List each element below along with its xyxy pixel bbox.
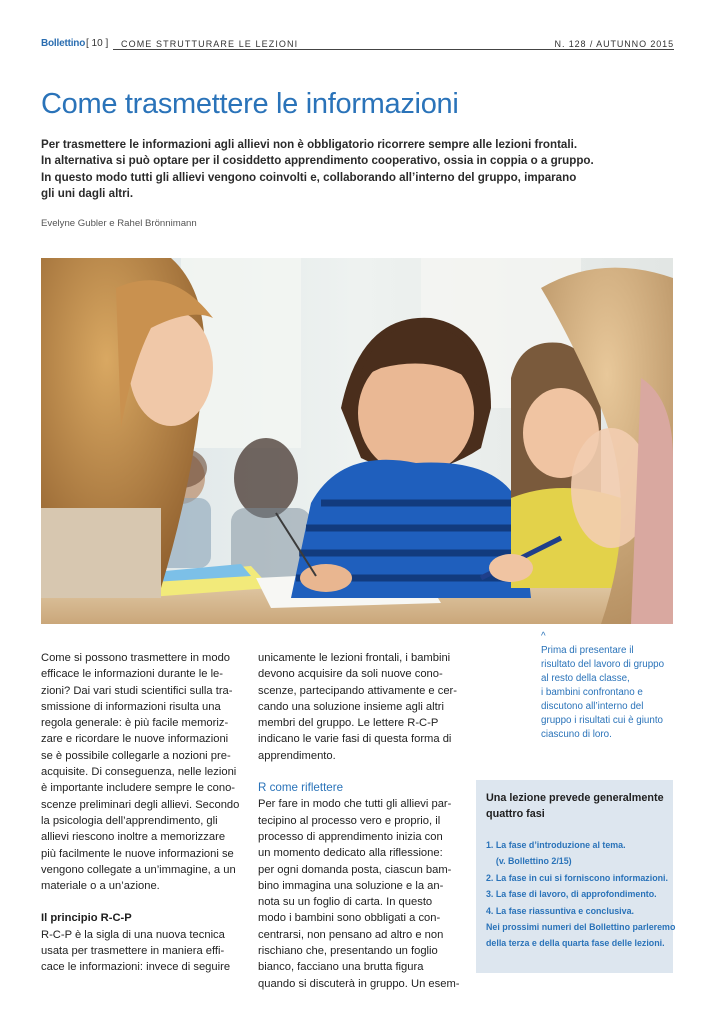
body-line: unicamente le lezioni frontali, i bambini [258,652,451,664]
body-line: per ogni domanda posta, ciascun bam- [258,863,452,876]
caption-marker: ^ [541,631,546,642]
phase-item: 1. La fase d’introduzione al tema. [486,840,626,850]
body-line: acquisite. Di conseguenza, nelle lezioni [41,766,237,779]
subheading-rcp: Il principio R-C-P [41,912,132,925]
article-authors: Evelyne Gubler e Rahel Brönnimann [41,218,197,229]
body-line: efficace le informazioni durante le le- [41,668,223,681]
paragraph-gap [41,894,239,910]
body-line: smissione di informazioni risulta una [41,700,221,713]
article-lead [41,137,601,202]
body-line: zare e ricordare le nuove informazioni [41,733,229,746]
magazine-brand: Bollettino [41,38,86,49]
subheading-riflettere: R come riflettere [258,781,344,795]
caption-line: ciascuno di loro. [541,729,612,740]
caption-line: gruppo i risultati cui è giunto [541,715,663,726]
body-line: membri del gruppo. Le lettere R-C-P [258,717,439,730]
body-line: allievi riescono inoltre a memorizzare [41,831,226,844]
sidebar-title-line: quattro fasi [486,808,545,820]
body-line: bianco, facciano una brutta figura [258,961,424,974]
body-line: centrarsi, non pensano ad altro e non [258,928,444,941]
body-line: devono acquisire da soli nuove cono- [258,668,443,681]
caption-line: i bambini confrontano e [541,687,643,698]
article-title: Come trasmettere le informazioni [41,88,459,120]
issue-label: N. 128 / AUTUNNO 2015 [554,39,674,49]
page-number: [ 10 ] [86,38,109,49]
phase-item: 2. La fase in cui si forniscono informazioni. [486,872,668,883]
body-line: se è possibile collegarle a nozioni pre- [41,749,231,762]
body-line: è importante includere sempre le cono- [41,782,236,795]
body-line: bino immagina una soluzione e la an- [258,879,444,892]
body-line: apprendimento. [258,749,336,762]
lead-line: Per trasmettere le informazioni agli allievi non è obbligatorio ricorrere sempre alle lezioni frontali. [41,138,578,151]
body-line: tecipino al processo vero e proprio, il [258,814,441,827]
phase-list [486,837,675,952]
caption-line: discutono all’interno del [541,701,644,712]
body-line: quando si discuterà in gruppo. Un esem- [258,977,460,990]
body-line: Per fare in modo che tutti gli allievi par- [258,798,452,811]
phase-item: 3. La fase di lavoro, di approfondimento. [486,889,657,900]
body-line: la psicologia dell’apprendimento, gli [41,814,218,827]
classroom-photo [41,258,673,624]
header-rule [113,49,674,50]
phase-item: 4. La fase riassuntiva e conclusiva. [486,905,634,916]
section-name: COME STRUTTURARE LE LEZIONI [121,39,299,49]
body-line: un momento dedicato alla riflessione: [258,847,443,860]
body-line: R-C-P è la sigla di una nuova tecnica [41,928,225,941]
lead-line: In alternativa si può optare per il cosiddetto apprendimento cooperativo, ossia in coppia o a gruppo. [41,154,594,168]
caption-line: Prima di presentare il [541,645,634,656]
body-line: nota su un foglio di carta. In questo [258,896,433,909]
body-line: rischiano che, presentando un foglio [258,945,438,958]
body-column-1 [41,650,239,976]
caption-line: al resto della classe, [541,673,630,684]
sidebar-note: della terza e della quarta fase delle lezioni. [486,938,665,949]
paragraph-gap [258,764,456,780]
body-line: modo i bambini sono obbligati a con- [258,912,441,925]
lead-line: gli uni dagli altri. [41,186,134,200]
sidebar-note: Nei prossimi numeri del Bollettino parleremo [486,922,676,933]
body-line: cace le informazioni: invece di seguire [41,961,231,974]
body-line: Come si possono trasmettere in modo [41,652,231,664]
lead-line: In questo modo tutti gli allievi vengono coinvolti e, collaborando all’interno del gruppo, imparano [41,170,577,184]
photo-caption [541,630,676,742]
body-line: regola generale: è più facile memoriz- [41,717,229,730]
sidebar-title [486,790,664,822]
body-line: zioni? Dai vari studi scientifici sulla tra- [41,684,233,697]
caption-line: risultato del lavoro di gruppo [541,659,665,670]
body-line: più facilmente le nuove informazioni se [41,847,234,860]
body-line: vengono collegate a un’immagine, a un [41,863,236,876]
body-line: usata per trasmettere in maniera effi- [41,945,225,958]
body-line: cando una soluzione insieme agli altri [258,700,444,713]
body-line: indicano le varie fasi di questa forma di [258,733,452,746]
phase-item: (v. Bollettino 2/15) [486,856,572,867]
sidebar-box [476,780,676,973]
body-line: scenze, partecipando attivamente e cer- [258,684,457,697]
body-line: scenze preliminari degli allievi. Secondo [41,798,240,811]
body-column-2 [258,650,460,992]
body-line: processo di apprendimento inizia con [258,830,443,843]
body-line: materiale o a un’azione. [41,880,160,893]
running-header [41,38,674,52]
sidebar-title-line: Una lezione prevede generalmente [486,792,664,804]
